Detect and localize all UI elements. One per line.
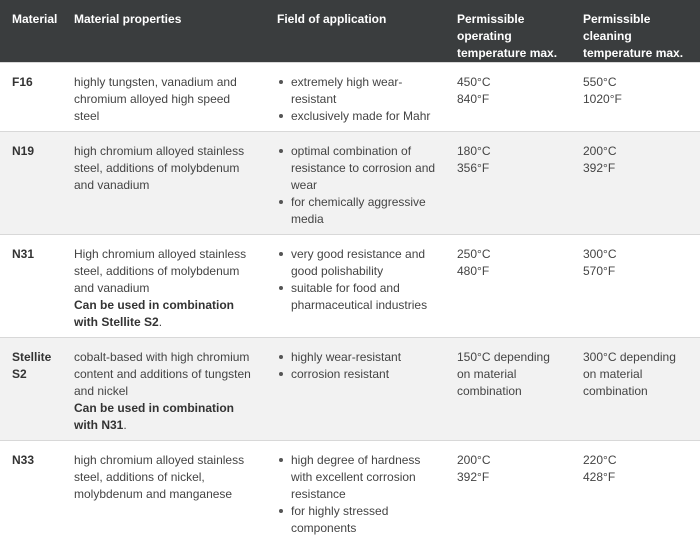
header-application: Field of application — [265, 0, 445, 63]
cleaning-temperature — [571, 132, 700, 235]
operating-value: 150°C depending on material combination — [457, 350, 550, 398]
properties-text: highly tungsten, vanadium and chromium alloyed high speed steel — [74, 75, 237, 123]
operating-celsius: 180°C — [457, 144, 491, 158]
application-item: for chemically aggressive media — [291, 194, 437, 228]
operating-temperature — [445, 235, 571, 338]
application-list — [277, 143, 437, 228]
field-of-application — [265, 338, 445, 441]
cleaning-fahrenheit: 428°F — [583, 470, 616, 484]
cleaning-celsius: 300°C — [583, 247, 617, 261]
material-properties — [62, 441, 265, 550]
application-item: for highly stressed components — [291, 503, 437, 537]
application-item: exclusively made for Mahr — [291, 108, 437, 125]
material-name: N31 — [0, 235, 62, 338]
material-name: Stellite S2 — [0, 338, 62, 441]
material-name: N33 — [0, 441, 62, 550]
field-of-application — [265, 63, 445, 132]
table-row — [0, 235, 700, 338]
application-list — [277, 74, 437, 125]
cleaning-celsius: 550°C — [583, 75, 617, 89]
header-operating-temperature: Permissible operating temperature max. — [445, 0, 571, 63]
field-of-application — [265, 235, 445, 338]
operating-fahrenheit: 840°F — [457, 92, 490, 106]
cleaning-temperature — [571, 63, 700, 132]
operating-fahrenheit: 480°F — [457, 264, 490, 278]
material-properties — [62, 338, 265, 441]
operating-celsius: 200°C — [457, 453, 491, 467]
material-properties — [62, 132, 265, 235]
application-item: corrosion resistant — [291, 366, 437, 383]
cleaning-fahrenheit: 392°F — [583, 161, 616, 175]
header-properties: Material properties — [62, 0, 265, 63]
cleaning-fahrenheit: 570°F — [583, 264, 616, 278]
note-suffix: . — [158, 315, 163, 329]
header-row — [0, 0, 700, 63]
cleaning-temperature — [571, 441, 700, 550]
operating-temperature — [445, 338, 571, 441]
operating-temperature — [445, 132, 571, 235]
application-item: extremely high wear-resistant — [291, 74, 437, 108]
cleaning-temperature — [571, 235, 700, 338]
operating-fahrenheit: 356°F — [457, 161, 490, 175]
material-properties — [62, 235, 265, 338]
combination-note: Can be used in combination with Stellite S2 — [74, 298, 235, 329]
operating-temperature — [445, 63, 571, 132]
cleaning-temperature — [571, 338, 700, 441]
table-row — [0, 338, 700, 441]
application-item: suitable for food and pharmaceutical industries — [291, 280, 437, 314]
field-of-application — [265, 441, 445, 550]
application-item: optimal combination of resistance to corrosion and wear — [291, 144, 436, 192]
properties-text: high chromium alloyed stainless steel, additions of molybdenum and vanadium — [74, 144, 245, 192]
cleaning-value: 300°C depending on material combination — [583, 350, 676, 398]
material-name: F16 — [0, 63, 62, 132]
properties-text: cobalt-based with high chromium content and additions of tungsten and nickel — [74, 350, 251, 398]
combination-note: Can be used in combination with N31 — [74, 401, 235, 432]
cleaning-fahrenheit: 1020°F — [583, 92, 622, 106]
application-list — [277, 349, 437, 383]
application-item: high degree of hardness with excellent corrosion resistance — [291, 452, 437, 503]
header-cleaning-temperature: Permissible cleaning temperature max. — [571, 0, 700, 63]
material-properties — [62, 63, 265, 132]
note-suffix: . — [123, 418, 127, 432]
operating-fahrenheit: 392°F — [457, 470, 490, 484]
field-of-application — [265, 132, 445, 235]
header-material: Material — [0, 0, 62, 63]
properties-text: high chromium alloyed stainless steel, additions of nickel, molybdenum and manganese — [74, 453, 245, 501]
operating-celsius: 450°C — [457, 75, 491, 89]
application-item: very good resistance and good polishability — [291, 246, 437, 280]
cleaning-celsius: 220°C — [583, 453, 617, 467]
table-body — [0, 63, 700, 550]
table-row — [0, 63, 700, 132]
table-row — [0, 441, 700, 550]
properties-text: High chromium alloyed stainless steel, additions of molybdenum and vanadium — [74, 247, 247, 295]
table-row — [0, 132, 700, 235]
operating-temperature — [445, 441, 571, 550]
application-list — [277, 452, 437, 537]
cleaning-celsius: 200°C — [583, 144, 617, 158]
application-item: highly wear-resistant — [291, 349, 437, 366]
application-list — [277, 246, 437, 314]
table-header — [0, 0, 700, 63]
material-name: N19 — [0, 132, 62, 235]
operating-celsius: 250°C — [457, 247, 491, 261]
